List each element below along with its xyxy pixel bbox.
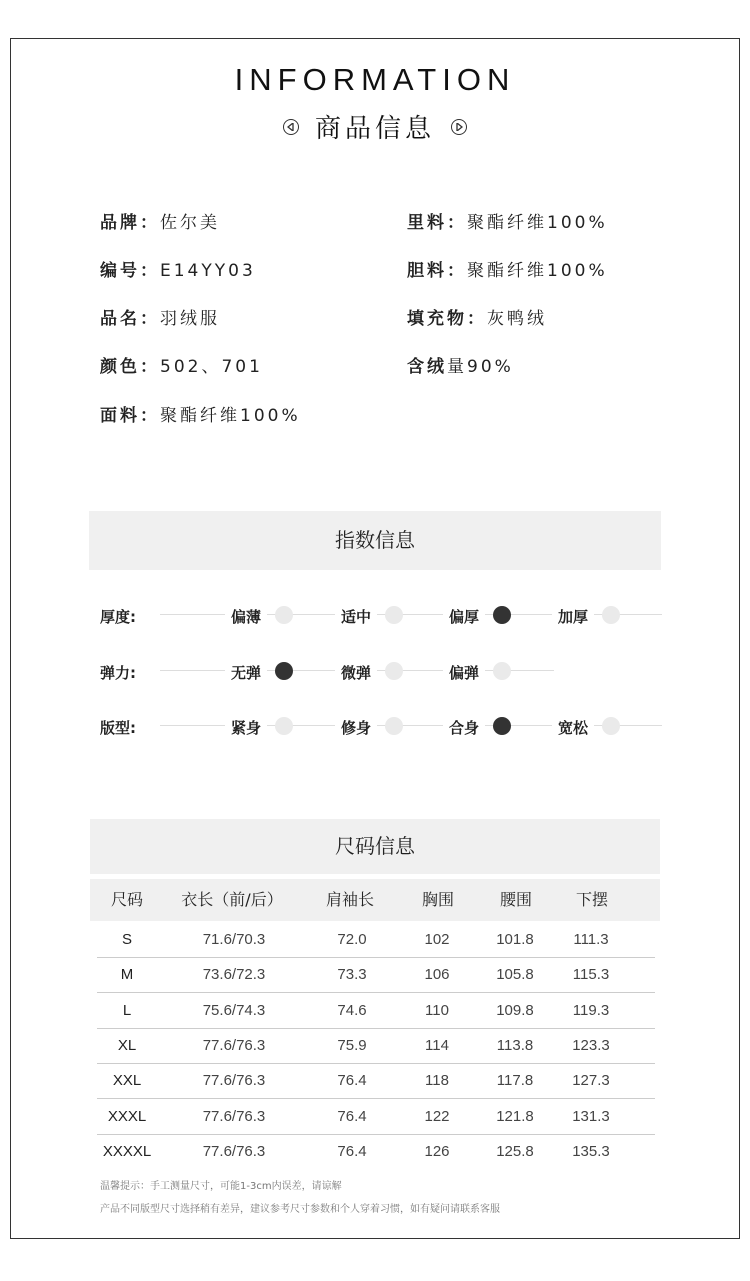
table-cell: M (120, 966, 134, 984)
table-cell: 109.8 (496, 1001, 534, 1019)
table-cell: 117.8 (496, 1072, 534, 1090)
table-cell: 135.3 (572, 1142, 610, 1160)
table-cell: XXXXL (102, 1142, 152, 1160)
table-cell: 102 (424, 931, 450, 948)
header-sleeve: 肩袖长 (325, 890, 374, 909)
option-slight-stretch: 微弹 (335, 662, 377, 683)
table-cell: 110 (425, 1001, 449, 1019)
note-measurement: 温馨提示：手工测量尺寸，可能1-3cm内误差，请谅解 (100, 1181, 342, 1192)
size-title: 尺码信息 (335, 834, 415, 858)
table-cell: XL (117, 1036, 137, 1054)
table-cell: XXXL (107, 1107, 147, 1125)
header-hem: 下摆 (575, 890, 608, 909)
title-chinese: 商品信息 (314, 114, 435, 144)
table-cell: 71.6/70.3 (202, 931, 266, 948)
table-cell: 118 (425, 1072, 449, 1090)
table-cell: 74.6 (337, 1001, 367, 1019)
note-fit-advice: 产品不同版型尺寸选择稍有差异，建议参考尺寸参数和个人穿着习惯，如有疑问请联系客服 (100, 1204, 500, 1215)
table-cell: 72.0 (337, 931, 367, 948)
dot-loose (602, 717, 620, 735)
table-cell: 127.3 (572, 1072, 610, 1090)
dot-stretchy (493, 662, 511, 680)
table-row (97, 993, 655, 1029)
index-label-elasticity: 弹力: (100, 664, 136, 682)
table-row (97, 1099, 655, 1135)
table-cell: 77.6/76.3 (202, 1036, 266, 1054)
title-english: INFORMATION (234, 62, 516, 97)
header-chest: 胸围 (421, 890, 454, 909)
table-cell: 106 (424, 966, 450, 984)
dot-no-stretch-selected (275, 662, 293, 680)
table-cell: 76.4 (337, 1142, 367, 1160)
table-row (97, 957, 655, 993)
option-thick: 偏厚 (443, 606, 485, 627)
table-cell: 76.4 (337, 1072, 367, 1090)
table-cell: 115.3 (572, 966, 610, 984)
table-cell: 77.6/76.3 (202, 1142, 266, 1160)
arrow-left-icon (283, 119, 299, 135)
info-brand: 品牌：佐尔美 (100, 213, 220, 233)
info-name: 品名：羽绒服 (100, 309, 220, 329)
info-lining: 里料：聚酯纤维100% (407, 213, 608, 233)
arrow-right-icon (451, 119, 467, 135)
info-fabric: 面料：聚酯纤维100% (100, 406, 301, 426)
option-medium: 适中 (335, 606, 377, 627)
option-extra-thick: 加厚 (552, 606, 594, 627)
table-cell: 114 (425, 1036, 449, 1054)
info-filling: 填充物：灰鸭绒 (407, 309, 547, 329)
option-no-stretch: 无弹 (225, 662, 267, 683)
dot-thin (275, 606, 293, 624)
table-cell: 77.6/76.3 (202, 1107, 266, 1125)
dot-slim (385, 717, 403, 735)
table-cell: 113.8 (496, 1036, 534, 1054)
table-row (97, 1134, 655, 1169)
title-chinese-row (0, 108, 750, 145)
table-cell: L (122, 1001, 132, 1019)
dot-medium (385, 606, 403, 624)
size-table-header (90, 879, 660, 921)
index-title-bar (89, 511, 661, 570)
option-regular: 合身 (443, 717, 485, 738)
table-cell: XXL (112, 1072, 142, 1090)
dot-regular-selected (493, 717, 511, 735)
option-loose: 宽松 (552, 717, 594, 738)
size-title-bar (90, 819, 660, 874)
table-cell: 75.6/74.3 (202, 1001, 266, 1019)
table-cell: 73.3 (337, 966, 367, 984)
table-cell: 77.6/76.3 (202, 1072, 266, 1090)
option-tight: 紧身 (225, 717, 267, 738)
table-cell: 122 (424, 1107, 450, 1125)
table-cell: 101.8 (496, 931, 534, 948)
dot-slight-stretch (385, 662, 403, 680)
option-slim: 修身 (335, 717, 377, 738)
table-row (97, 1063, 655, 1099)
info-code: 编号：E14YY03 (100, 261, 256, 281)
info-down-content: 含绒量90% (407, 357, 514, 377)
header-size: 尺码 (110, 890, 143, 909)
dot-extra-thick (602, 606, 620, 624)
dot-tight (275, 717, 293, 735)
info-inner: 胆料：聚酯纤维100% (407, 261, 608, 281)
info-color: 颜色：502、701 (100, 357, 263, 377)
table-cell: 131.3 (572, 1107, 610, 1125)
index-label-thickness: 厚度: (100, 608, 136, 626)
table-cell: 121.8 (496, 1107, 534, 1125)
header-length: 衣长（前/后） (181, 890, 283, 909)
table-cell: 75.9 (337, 1036, 367, 1054)
table-cell: 119.3 (572, 1001, 610, 1019)
table-cell: S (121, 931, 132, 948)
table-cell: 123.3 (572, 1036, 610, 1054)
table-cell: 73.6/72.3 (202, 966, 266, 984)
table-cell: 76.4 (337, 1107, 367, 1125)
header-waist: 腰围 (499, 890, 532, 909)
table-cell: 126 (424, 1142, 450, 1160)
table-row (97, 922, 655, 958)
index-title: 指数信息 (335, 528, 415, 552)
table-cell: 105.8 (496, 966, 534, 984)
table-row (97, 1028, 655, 1064)
option-stretchy: 偏弹 (443, 662, 485, 683)
table-cell: 125.8 (496, 1142, 534, 1160)
option-thin: 偏薄 (225, 606, 267, 627)
dot-thick-selected (493, 606, 511, 624)
table-cell: 111.3 (573, 931, 609, 948)
index-label-fit: 版型: (100, 719, 136, 737)
